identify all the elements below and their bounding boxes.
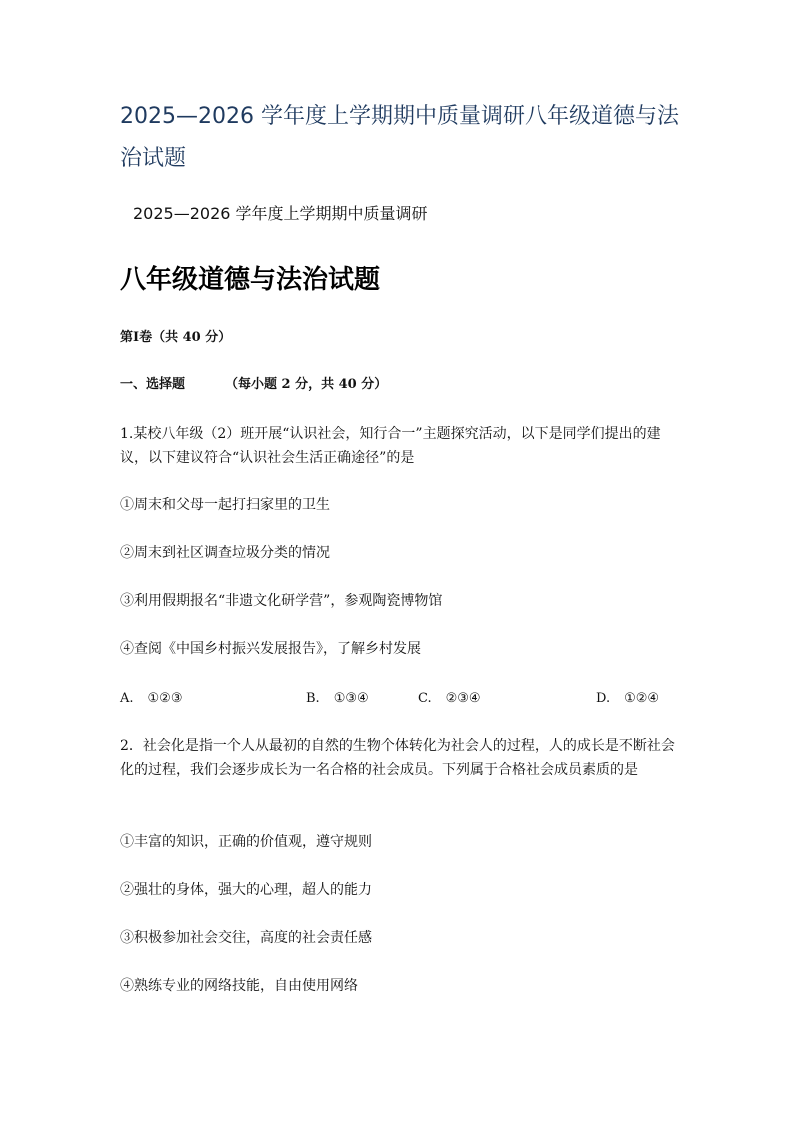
choice-c-letter: C.: [418, 691, 432, 706]
part-heading: 第Ⅰ卷（共 40 分）: [120, 330, 232, 345]
question-2-option-4: ④熟练专业的网络技能，自由使用网络: [120, 978, 358, 994]
question-1-choices: [120, 687, 676, 711]
choice-a: [120, 687, 183, 711]
question-1-option-4: ④查阅《中国乡村振兴发展报告》，了解乡村发展: [120, 641, 421, 657]
question-2-option-1: ①丰富的知识，正确的价值观，遵守规则: [120, 834, 372, 850]
choice-d: [596, 687, 659, 711]
question-2-option-3: ③积极参加社会交往，高度的社会责任感: [120, 930, 372, 946]
exam-main-title: 八年级道德与法治试题: [120, 265, 381, 295]
choice-c-text: ②③④: [445, 691, 481, 706]
choice-b: [306, 687, 369, 711]
question-2-option-2: ②强壮的身体，强大的心理，超人的能力: [120, 882, 372, 898]
choice-a-letter: A.: [120, 691, 134, 706]
choice-a-text: ①②③: [147, 691, 183, 706]
exam-subtitle: 2025—2026 学年度上学期期中质量调研: [133, 204, 428, 223]
question-1-option-2: ②周末到社区调查垃圾分类的情况: [120, 545, 330, 561]
document-title: 2025—2026 学年度上学期期中质量调研八年级道德与法治试题: [120, 104, 679, 171]
question-1-stem: 1.某校八年级（2）班开展“认识社会，知行合一”主题探究活动，以下是同学们提出的建议，以下建议符合“认识社会生活正确途径”的是: [120, 426, 661, 466]
choice-d-letter: D.: [596, 691, 611, 706]
choice-b-text: ①③④: [333, 691, 369, 706]
choice-c: [418, 687, 481, 711]
question-2-stem: 2．社会化是指一个人从最初的自然的生物个体转化为社会人的过程，人的成长是不断社会化的过程，我们会逐步成长为一名合格的社会成员。下列属于合格社会成员素质的是: [120, 738, 675, 778]
choice-b-letter: B.: [306, 691, 320, 706]
section-heading-label: 一、选择题: [120, 377, 186, 392]
section-heading: [120, 375, 387, 395]
question-1-option-3: ③利用假期报名“非遗文化研学营”，参观陶瓷博物馆: [120, 593, 443, 609]
section-heading-note: （每小题 2 分，共 40 分）: [225, 377, 388, 392]
question-1-option-1: ①周末和父母一起打扫家里的卫生: [120, 497, 330, 513]
choice-d-text: ①②④: [624, 691, 660, 706]
